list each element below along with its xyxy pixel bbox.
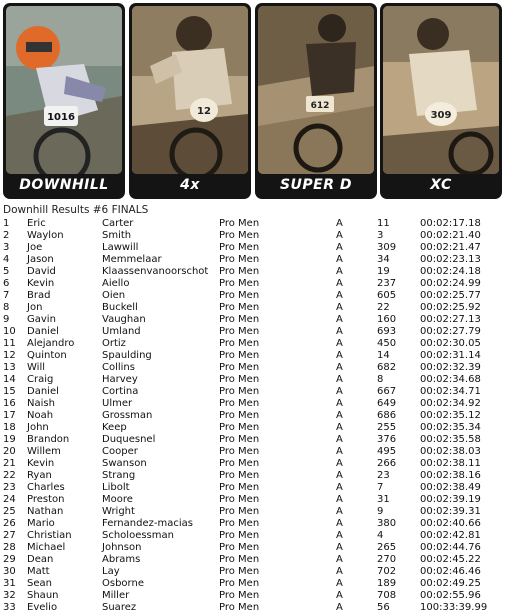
results-table [0, 218, 505, 614]
cell-num: 270 [377, 554, 397, 565]
cell-time: 00:02:25.77 [420, 290, 481, 301]
cell-last: Aiello [102, 278, 130, 289]
cell-time: 00:02:32.39 [420, 362, 481, 373]
cell-pos: 2 [3, 230, 10, 241]
cell-class: Pro Men [219, 434, 260, 445]
cell-cat: A [336, 326, 343, 337]
cell-last: Lawwill [102, 242, 139, 253]
cell-pos: 13 [3, 362, 16, 373]
cell-class: Pro Men [219, 578, 260, 589]
cell-pos: 14 [3, 374, 16, 385]
cell-class: Pro Men [219, 242, 260, 253]
cell-pos: 28 [3, 542, 16, 553]
cell-last: Grossman [102, 410, 153, 421]
cell-num: 7 [377, 482, 384, 493]
cell-class: Pro Men [219, 554, 260, 565]
table-row [0, 422, 505, 434]
cell-cat: A [336, 338, 343, 349]
4x-label: 4x [180, 177, 200, 193]
cell-num: 605 [377, 290, 397, 301]
cell-pos: 5 [3, 266, 10, 277]
cell-time: 00:02:21.40 [420, 230, 481, 241]
cell-first: Sean [27, 578, 52, 589]
table-row [0, 290, 505, 302]
cell-last: Cortina [102, 386, 139, 397]
cell-time: 00:02:25.92 [420, 302, 481, 313]
cell-time: 00:02:46.46 [420, 566, 481, 577]
cell-cat: A [336, 302, 343, 313]
cell-last: Swanson [102, 458, 147, 469]
cell-pos: 6 [3, 278, 10, 289]
cell-first: Ryan [27, 470, 52, 481]
cell-num: 309 [377, 242, 397, 253]
cell-time: 00:02:40.66 [420, 518, 481, 529]
cell-cat: A [336, 434, 343, 445]
cell-first: Nathan [27, 506, 64, 517]
downhill-label: DOWNHILL [19, 177, 109, 193]
cell-pos: 27 [3, 530, 16, 541]
cell-class: Pro Men [219, 518, 260, 529]
table-row [0, 278, 505, 290]
cell-pos: 22 [3, 470, 16, 481]
cell-num: 693 [377, 326, 397, 337]
cell-pos: 31 [3, 578, 16, 589]
plate-number-1016: 1016 [47, 112, 75, 123]
4x-photo [132, 6, 248, 174]
cell-first: John [27, 422, 49, 433]
table-row [0, 242, 505, 254]
cell-class: Pro Men [219, 302, 260, 313]
xc-panel[interactable] [380, 3, 502, 199]
cell-class: Pro Men [219, 386, 260, 397]
table-row [0, 218, 505, 230]
cell-class: Pro Men [219, 446, 260, 457]
cell-last: Wright [102, 506, 135, 517]
cell-time: 00:02:39.31 [420, 506, 481, 517]
discipline-banner [0, 0, 505, 202]
cell-first: Jason [27, 254, 54, 265]
table-row [0, 446, 505, 458]
cell-cat: A [336, 218, 343, 229]
cell-class: Pro Men [219, 470, 260, 481]
cell-last: Collins [102, 362, 135, 373]
cell-num: 708 [377, 590, 397, 601]
cell-num: 380 [377, 518, 397, 529]
cell-num: 31 [377, 494, 390, 505]
cell-last: Osborne [102, 578, 144, 589]
cell-num: 495 [377, 446, 397, 457]
cell-num: 22 [377, 302, 390, 313]
cell-class: Pro Men [219, 458, 260, 469]
table-row [0, 434, 505, 446]
cell-last: Keep [102, 422, 127, 433]
results-title: Downhill Results #6 FINALS [3, 204, 149, 216]
cell-cat: A [336, 422, 343, 433]
cell-first: Gavin [27, 314, 56, 325]
cell-pos: 7 [3, 290, 10, 301]
xc-label: XC [430, 177, 452, 193]
cell-class: Pro Men [219, 530, 260, 541]
cell-cat: A [336, 398, 343, 409]
cell-pos: 21 [3, 458, 16, 469]
cell-first: Naish [27, 398, 55, 409]
cell-num: 3 [377, 230, 384, 241]
cell-first: Eric [27, 218, 46, 229]
cell-num: 266 [377, 458, 397, 469]
cell-pos: 10 [3, 326, 16, 337]
cell-first: Christian [27, 530, 72, 541]
cell-last: Carter [102, 218, 134, 229]
cell-pos: 4 [3, 254, 10, 265]
super-d-panel[interactable] [255, 3, 377, 199]
cell-class: Pro Men [219, 278, 260, 289]
cell-time: 00:02:39.19 [420, 494, 481, 505]
downhill-panel[interactable] [3, 3, 125, 199]
cell-num: 450 [377, 338, 397, 349]
table-row [0, 494, 505, 506]
cell-cat: A [336, 542, 343, 553]
cell-class: Pro Men [219, 566, 260, 577]
cell-pos: 23 [3, 482, 16, 493]
cell-class: Pro Men [219, 326, 260, 337]
cell-last: Duquesnel [102, 434, 156, 445]
4x-panel[interactable] [129, 3, 251, 199]
cell-first: Kevin [27, 458, 55, 469]
cell-cat: A [336, 458, 343, 469]
cell-first: Waylon [27, 230, 64, 241]
cell-time: 00:02:23.13 [420, 254, 481, 265]
cell-time: 00:02:38.49 [420, 482, 481, 493]
cell-class: Pro Men [219, 350, 260, 361]
plate-number-12: 12 [197, 106, 211, 117]
cell-cat: A [336, 530, 343, 541]
cell-num: 23 [377, 470, 390, 481]
cell-num: 56 [377, 602, 390, 613]
cell-time: 00:02:24.99 [420, 278, 481, 289]
cell-class: Pro Men [219, 590, 260, 601]
cell-class: Pro Men [219, 362, 260, 373]
table-row [0, 554, 505, 566]
cell-last: Buckell [102, 302, 138, 313]
cell-last: Oien [102, 290, 126, 301]
cell-cat: A [336, 470, 343, 481]
cell-pos: 33 [3, 602, 16, 613]
cell-first: Dean [27, 554, 54, 565]
cell-pos: 20 [3, 446, 16, 457]
cell-last: Memmelaar [102, 254, 162, 265]
cell-first: Michael [27, 542, 66, 553]
cell-cat: A [336, 494, 343, 505]
cell-cat: A [336, 254, 343, 265]
cell-num: 14 [377, 350, 390, 361]
cell-time: 00:02:49.25 [420, 578, 481, 589]
cell-first: Matt [27, 566, 50, 577]
cell-last: Harvey [102, 374, 138, 385]
cell-num: 19 [377, 266, 390, 277]
cell-class: Pro Men [219, 374, 260, 385]
cell-time: 00:02:17.18 [420, 218, 481, 229]
table-row [0, 506, 505, 518]
cell-cat: A [336, 266, 343, 277]
cell-cat: A [336, 578, 343, 589]
cell-pos: 17 [3, 410, 16, 421]
table-row [0, 590, 505, 602]
cell-cat: A [336, 506, 343, 517]
cell-first: Willem [27, 446, 61, 457]
cell-num: 649 [377, 398, 397, 409]
cell-cat: A [336, 410, 343, 421]
cell-cat: A [336, 242, 343, 253]
cell-num: 682 [377, 362, 397, 373]
cell-last: Miller [102, 590, 130, 601]
cell-cat: A [336, 566, 343, 577]
cell-first: Jon [27, 302, 43, 313]
cell-first: Craig [27, 374, 54, 385]
cell-first: Preston [27, 494, 65, 505]
cell-time: 00:02:34.68 [420, 374, 481, 385]
cell-class: Pro Men [219, 254, 260, 265]
table-row [0, 566, 505, 578]
cell-num: 9 [377, 506, 384, 517]
cell-first: Charles [27, 482, 65, 493]
cell-cat: A [336, 374, 343, 385]
cell-time: 00:02:27.13 [420, 314, 481, 325]
cell-time: 00:02:55.96 [420, 590, 481, 601]
cell-class: Pro Men [219, 314, 260, 325]
cell-last: Ulmer [102, 398, 133, 409]
cell-num: 4 [377, 530, 384, 541]
cell-first: Alejandro [27, 338, 75, 349]
table-row [0, 410, 505, 422]
cell-class: Pro Men [219, 506, 260, 517]
xc-photo [383, 6, 499, 174]
table-row [0, 458, 505, 470]
table-row [0, 374, 505, 386]
cell-class: Pro Men [219, 398, 260, 409]
cell-cat: A [336, 314, 343, 325]
table-row [0, 398, 505, 410]
cell-class: Pro Men [219, 494, 260, 505]
cell-last: Suarez [102, 602, 137, 613]
cell-pos: 25 [3, 506, 16, 517]
cell-time: 00:02:30.05 [420, 338, 481, 349]
cell-time: 00:02:45.22 [420, 554, 481, 565]
cell-last: Vaughan [102, 314, 146, 325]
cell-cat: A [336, 230, 343, 241]
cell-pos: 12 [3, 350, 16, 361]
table-row [0, 518, 505, 530]
cell-time: 00:02:44.76 [420, 542, 481, 553]
table-row [0, 482, 505, 494]
cell-pos: 3 [3, 242, 10, 253]
table-row [0, 302, 505, 314]
table-row [0, 362, 505, 374]
cell-time: 00:02:34.71 [420, 386, 481, 397]
cell-last: Umland [102, 326, 141, 337]
cell-time: 00:02:35.12 [420, 410, 481, 421]
cell-pos: 16 [3, 398, 16, 409]
cell-time: 100:33:39.99 [420, 602, 488, 613]
cell-num: 686 [377, 410, 397, 421]
table-row [0, 350, 505, 362]
table-row [0, 266, 505, 278]
cell-time: 00:02:21.47 [420, 242, 481, 253]
cell-last: Moore [102, 494, 133, 505]
cell-first: Brandon [27, 434, 70, 445]
downhill-photo [6, 6, 122, 174]
cell-cat: A [336, 482, 343, 493]
cell-cat: A [336, 362, 343, 373]
super-d-label: SUPER D [279, 177, 353, 193]
cell-time: 00:02:38.03 [420, 446, 481, 457]
cell-last: Strang [102, 470, 136, 481]
cell-pos: 24 [3, 494, 16, 505]
cell-pos: 15 [3, 386, 16, 397]
cell-first: Kevin [27, 278, 55, 289]
cell-time: 00:02:27.79 [420, 326, 481, 337]
cell-time: 00:02:38.11 [420, 458, 481, 469]
table-row [0, 338, 505, 350]
cell-cat: A [336, 278, 343, 289]
cell-cat: A [336, 554, 343, 565]
cell-class: Pro Men [219, 230, 260, 241]
table-row [0, 602, 505, 614]
cell-last: Spaulding [102, 350, 152, 361]
cell-time: 00:02:31.14 [420, 350, 481, 361]
cell-num: 376 [377, 434, 397, 445]
cell-pos: 11 [3, 338, 16, 349]
cell-last: Smith [102, 230, 132, 241]
cell-num: 11 [377, 218, 390, 229]
cell-first: Brad [27, 290, 51, 301]
cell-pos: 18 [3, 422, 16, 433]
cell-first: Noah [27, 410, 54, 421]
cell-pos: 1 [3, 218, 10, 229]
cell-class: Pro Men [219, 290, 260, 301]
table-row [0, 578, 505, 590]
cell-class: Pro Men [219, 410, 260, 421]
cell-first: Daniel [27, 386, 59, 397]
table-row [0, 230, 505, 242]
cell-first: Mario [27, 518, 55, 529]
table-row [0, 314, 505, 326]
cell-pos: 19 [3, 434, 16, 445]
cell-pos: 29 [3, 554, 16, 565]
cell-cat: A [336, 518, 343, 529]
cell-last: Lay [102, 566, 120, 577]
cell-cat: A [336, 446, 343, 457]
table-row [0, 470, 505, 482]
cell-class: Pro Men [219, 602, 260, 613]
cell-first: Will [27, 362, 46, 373]
cell-pos: 30 [3, 566, 16, 577]
plate-number-612: 612 [310, 101, 330, 111]
cell-class: Pro Men [219, 482, 260, 493]
cell-num: 189 [377, 578, 397, 589]
cell-pos: 8 [3, 302, 10, 313]
cell-time: 00:02:38.16 [420, 470, 481, 481]
cell-time: 00:02:35.34 [420, 422, 481, 433]
cell-class: Pro Men [219, 542, 260, 553]
cell-last: Klaassenvanoorschot [102, 266, 209, 277]
cell-first: Joe [27, 242, 43, 253]
cell-first: Daniel [27, 326, 59, 337]
cell-first: David [27, 266, 56, 277]
cell-num: 265 [377, 542, 397, 553]
cell-num: 160 [377, 314, 397, 325]
cell-last: Abrams [102, 554, 141, 565]
cell-last: Fernandez-macias [102, 518, 193, 529]
cell-num: 34 [377, 254, 390, 265]
cell-num: 8 [377, 374, 384, 385]
cell-cat: A [336, 290, 343, 301]
cell-time: 00:02:34.92 [420, 398, 481, 409]
cell-first: Quinton [27, 350, 67, 361]
plate-number-309: 309 [430, 110, 452, 121]
cell-class: Pro Men [219, 218, 260, 229]
cell-pos: 32 [3, 590, 16, 601]
table-row [0, 542, 505, 554]
table-row [0, 386, 505, 398]
table-row [0, 326, 505, 338]
cell-cat: A [336, 602, 343, 613]
super-d-photo [258, 6, 374, 174]
cell-cat: A [336, 350, 343, 361]
cell-cat: A [336, 590, 343, 601]
cell-num: 702 [377, 566, 397, 577]
cell-time: 00:02:35.58 [420, 434, 481, 445]
cell-pos: 26 [3, 518, 16, 529]
cell-last: Cooper [102, 446, 138, 457]
cell-time: 00:02:24.18 [420, 266, 481, 277]
cell-num: 237 [377, 278, 397, 289]
cell-class: Pro Men [219, 338, 260, 349]
cell-class: Pro Men [219, 266, 260, 277]
table-row [0, 530, 505, 542]
cell-time: 00:02:42.81 [420, 530, 481, 541]
cell-num: 667 [377, 386, 397, 397]
cell-last: Ortiz [102, 338, 126, 349]
cell-num: 255 [377, 422, 397, 433]
cell-first: Evelio [27, 602, 58, 613]
cell-last: Johnson [102, 542, 142, 553]
table-row [0, 254, 505, 266]
cell-class: Pro Men [219, 422, 260, 433]
cell-cat: A [336, 386, 343, 397]
cell-first: Shaun [27, 590, 59, 601]
cell-last: Libolt [102, 482, 130, 493]
cell-pos: 9 [3, 314, 10, 325]
cell-last: Scholoessman [102, 530, 174, 541]
